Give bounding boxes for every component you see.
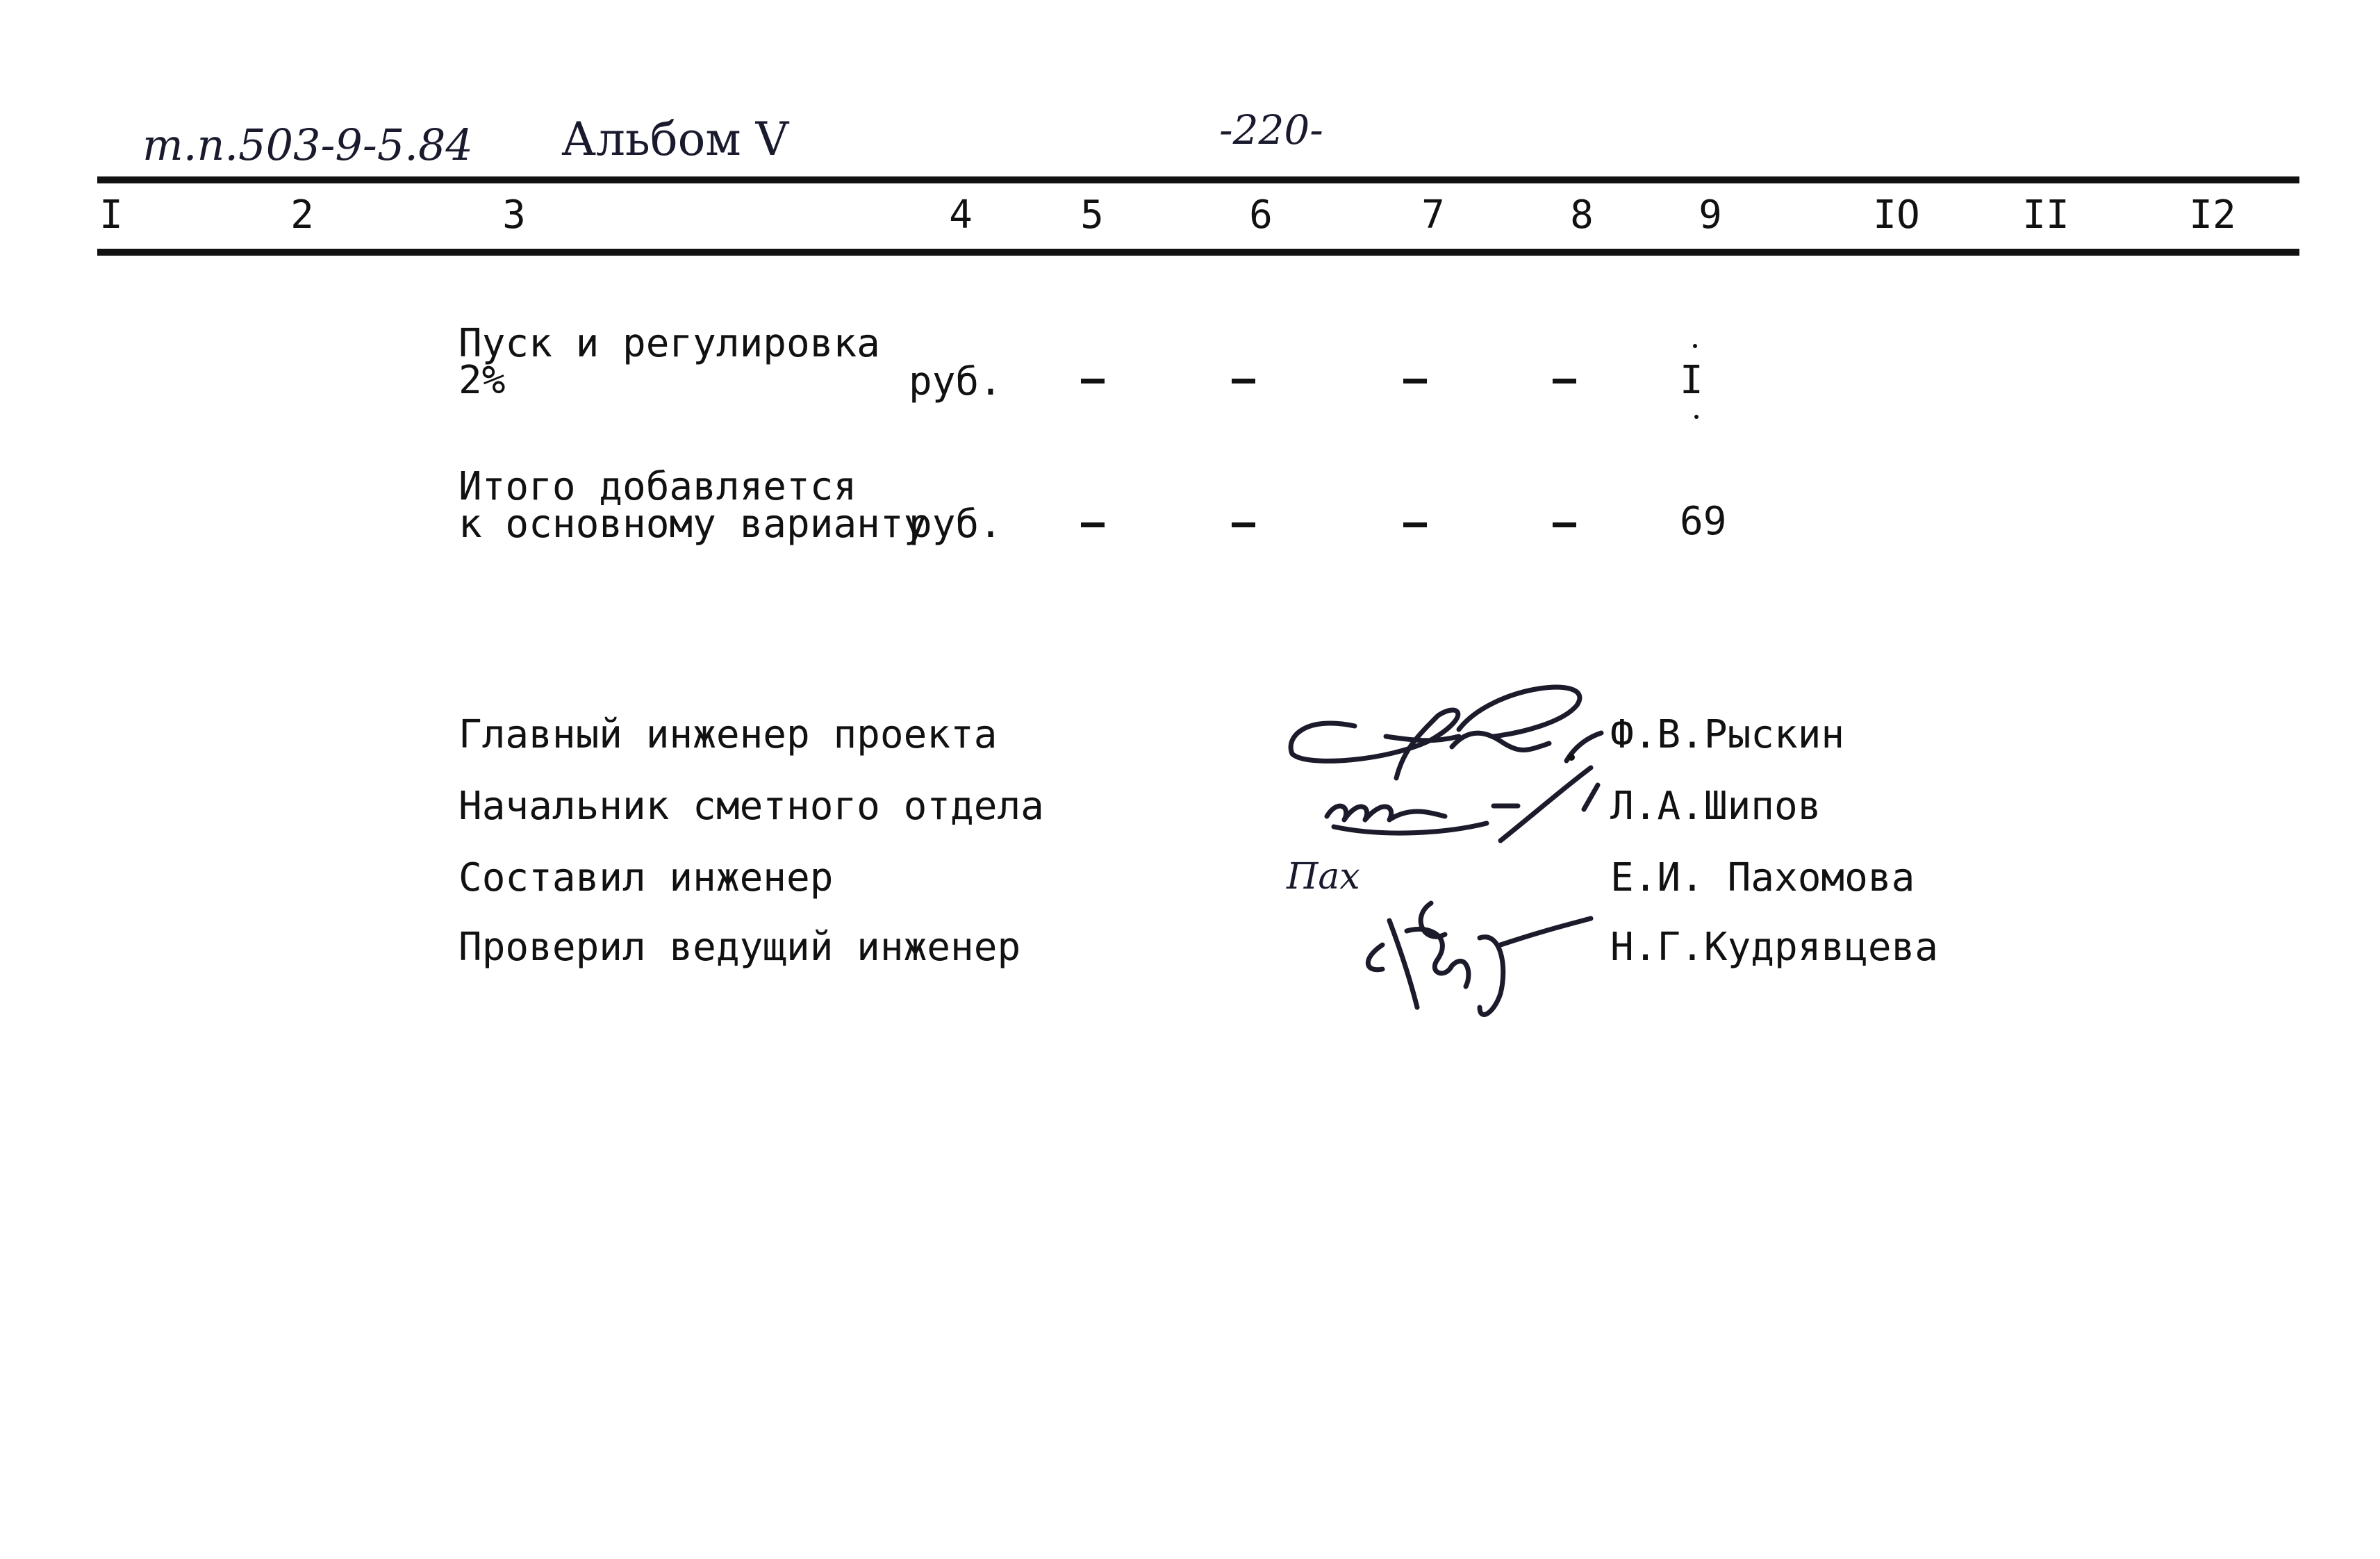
project-code: т.п.503-9-5.84 bbox=[142, 119, 473, 170]
row-cell-dash bbox=[1553, 522, 1576, 527]
column-number-2: 2 bbox=[290, 192, 314, 238]
ink-dot bbox=[1693, 344, 1697, 348]
ink-dot bbox=[1568, 754, 1575, 761]
signature-kudryavtseva bbox=[1368, 903, 1591, 1014]
header-rule-top bbox=[97, 176, 2299, 183]
row-label-line2: 2% bbox=[458, 358, 506, 403]
signatory-role: Проверил ведущий инженер bbox=[458, 925, 1021, 970]
column-number-3: 3 bbox=[502, 192, 526, 238]
row-label-line2: к основному варианту bbox=[458, 502, 927, 547]
signatory-name: Л.А.Шипов bbox=[1610, 784, 1821, 829]
page-number: -220- bbox=[1219, 106, 1323, 154]
column-number-5: 5 bbox=[1080, 192, 1104, 238]
signature-ryskin bbox=[1291, 687, 1580, 778]
row-cell-dash bbox=[1232, 522, 1255, 527]
signature-ryskin-tail bbox=[1567, 733, 1601, 761]
signatory-name: Н.Г.Кудрявцева bbox=[1610, 925, 1939, 970]
row-unit: руб. bbox=[909, 502, 1002, 547]
album-label: Альбом V bbox=[561, 113, 789, 166]
column-number-12: I2 bbox=[2189, 192, 2236, 238]
row-cell-dash bbox=[1081, 379, 1105, 383]
column-number-8: 8 bbox=[1570, 192, 1594, 238]
row-unit: руб. bbox=[909, 359, 1002, 404]
column-number-6: 6 bbox=[1249, 192, 1273, 238]
column-number-1: I bbox=[99, 192, 123, 238]
ink-dot bbox=[1694, 415, 1699, 419]
row-cell-dash bbox=[1081, 522, 1105, 527]
row-value-col9: I bbox=[1680, 358, 1703, 403]
signatory-role: Начальник сметного отдела bbox=[458, 784, 1044, 829]
row-value-col9: 69 bbox=[1680, 499, 1727, 544]
signatory-name: Е.И. Пахомова bbox=[1610, 855, 1915, 900]
column-number-4: 4 bbox=[949, 192, 973, 238]
signatory-role: Главный инженер проекта bbox=[458, 712, 998, 757]
signature-shipov bbox=[1327, 768, 1598, 841]
signatory-name: Ф.В.Рыскин bbox=[1610, 712, 1845, 757]
signature-initials: Пах bbox=[1287, 856, 1360, 898]
column-number-10: IO bbox=[1873, 192, 1920, 238]
signatory-role: Составил инженер bbox=[458, 855, 834, 900]
header-rule-bottom bbox=[97, 249, 2299, 256]
row-cell-dash bbox=[1553, 379, 1576, 383]
column-number-7: 7 bbox=[1421, 192, 1445, 238]
row-label-line1: Пуск и регулировка bbox=[458, 321, 880, 366]
row-cell-dash bbox=[1403, 379, 1427, 383]
row-cell-dash bbox=[1232, 379, 1255, 383]
column-number-9: 9 bbox=[1699, 192, 1722, 238]
column-number-11: II bbox=[2022, 192, 2069, 238]
row-cell-dash bbox=[1403, 522, 1427, 527]
row-label-line1: Итого добавляется bbox=[458, 464, 857, 509]
